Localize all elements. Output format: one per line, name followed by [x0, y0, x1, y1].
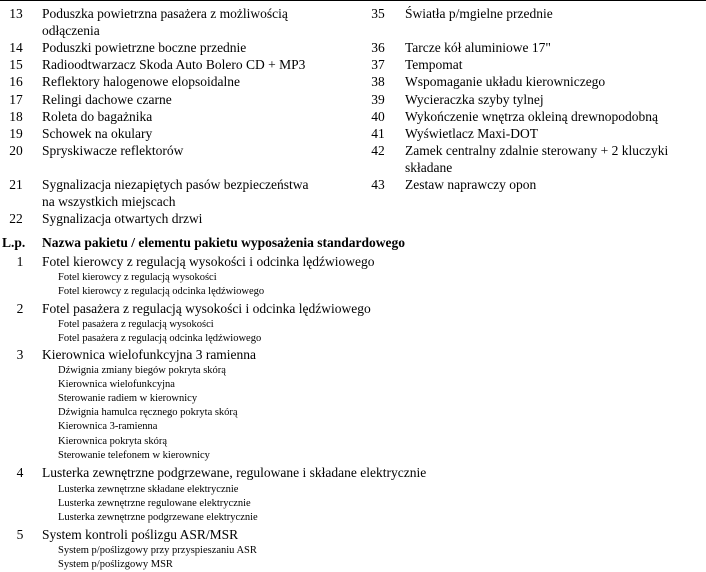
- item-text: Tempomat: [405, 57, 463, 72]
- item-number: 20: [9, 143, 23, 158]
- package-subitem: Kierownica wielofunkcyjna: [58, 379, 175, 390]
- packages-header-lp: L.p.: [2, 235, 26, 250]
- package-subitem: Kierownica 3-ramienna: [58, 421, 158, 432]
- item-text: Zestaw naprawczy opon: [405, 177, 537, 192]
- package-number: 1: [16, 254, 24, 269]
- item-text: Wycieraczka szyby tylnej: [405, 92, 544, 107]
- item-text: Schowek na okulary: [42, 126, 153, 141]
- package-title: System kontroli poślizgu ASR/MSR: [42, 527, 239, 542]
- item-text: Tarcze kół aluminiowe 17": [405, 40, 551, 55]
- package-subitem: Lusterka zewnętrzne składane elektrycznie: [58, 484, 239, 495]
- item-text: Wspomaganie układu kierowniczego: [405, 74, 606, 89]
- top-rule: [0, 0, 706, 1]
- item-text: Światła p/mgielne przednie: [405, 6, 553, 21]
- package-subitem: Lusterka zewnętrzne podgrzewane elektrycznie: [58, 512, 258, 523]
- item-number: 38: [371, 74, 385, 89]
- package-title: Fotel kierowcy z regulacją wysokości i odcinka lędźwiowego: [42, 254, 375, 269]
- item-number: 14: [9, 40, 23, 55]
- item-number: 43: [371, 177, 385, 192]
- item-text: Roleta do bagażnika: [42, 109, 153, 124]
- item-text: Relingi dachowe czarne: [42, 92, 172, 107]
- package-subitem: Fotel kierowcy z regulacją odcinka lędźwiowego: [58, 286, 265, 297]
- item-text: Wykończenie wnętrza okleiną drewnopodobną: [405, 109, 658, 124]
- item-text: Poduszki powietrzne boczne przednie: [42, 40, 247, 55]
- package-number: 3: [16, 347, 24, 362]
- package-subitem: Sterowanie telefonem w kierownicy: [58, 450, 210, 461]
- item-text-continued: na wszystkich miejscach: [42, 194, 176, 209]
- package-subitem: Dźwignia zmiany biegów pokryta skórą: [58, 365, 226, 376]
- item-number: 42: [371, 143, 385, 158]
- item-number: 22: [9, 211, 23, 226]
- package-subitem: System p/poślizgowy przy przyspieszaniu ASR: [58, 545, 257, 556]
- package-title: Kierownica wielofunkcyjna 3 ramienna: [42, 347, 257, 362]
- item-number: 35: [371, 6, 385, 21]
- item-text: Zamek centralny zdalnie sterowany + 2 kluczyki: [405, 143, 669, 158]
- item-text: Poduszka powietrzna pasażera z możliwością: [42, 6, 288, 21]
- item-number: 17: [9, 92, 23, 107]
- package-subitem: Dźwignia hamulca ręcznego pokryta skórą: [58, 407, 238, 418]
- item-number: 13: [9, 6, 23, 21]
- item-number: 21: [9, 177, 23, 192]
- package-subitem: Fotel pasażera z regulacją odcinka lędźwiowego: [58, 333, 262, 344]
- package-subitem: System p/poślizgowy MSR: [58, 559, 173, 570]
- item-text-continued: składane: [405, 160, 453, 175]
- item-number: 41: [371, 126, 385, 141]
- package-number: 2: [16, 301, 24, 316]
- item-text: Wyświetlacz Maxi-DOT: [405, 126, 539, 141]
- package-number: 5: [16, 527, 24, 542]
- item-text: Radioodtwarzacz Skoda Auto Bolero CD + MP3: [42, 57, 306, 72]
- package-subitem: Lusterka zewnętrzne regulowane elektrycznie: [58, 498, 251, 509]
- item-number: 18: [9, 109, 23, 124]
- package-number: 4: [16, 465, 24, 480]
- package-subitem: Fotel kierowcy z regulacją wysokości: [58, 272, 217, 283]
- item-number: 37: [371, 57, 385, 72]
- item-text: Sygnalizacja otwartych drzwi: [42, 211, 203, 226]
- item-number: 39: [371, 92, 385, 107]
- item-text-continued: odłączenia: [42, 23, 100, 38]
- item-text: Reflektory halogenowe elopsoidalne: [42, 74, 240, 89]
- item-number: 16: [9, 74, 23, 89]
- item-text: Spryskiwacze reflektorów: [42, 143, 184, 158]
- package-subitem: Kierownica pokryta skórą: [58, 436, 168, 447]
- package-title: Fotel pasażera z regulacją wysokości i odcinka lędźwiowego: [42, 301, 371, 316]
- item-number: 15: [9, 57, 23, 72]
- package-subitem: Sterowanie radiem w kierownicy: [58, 393, 198, 404]
- item-number: 19: [9, 126, 23, 141]
- item-text: Sygnalizacja niezapiętych pasów bezpieczeństwa: [42, 177, 309, 192]
- package-subitem: Fotel pasażera z regulacją wysokości: [58, 319, 214, 330]
- packages-header-title: Nazwa pakietu / elementu pakietu wyposażenia standardowego: [42, 235, 406, 250]
- package-title: Lusterka zewnętrzne podgrzewane, regulowane i składane elektrycznie: [42, 465, 427, 480]
- item-number: 36: [371, 40, 385, 55]
- item-number: 40: [371, 109, 385, 124]
